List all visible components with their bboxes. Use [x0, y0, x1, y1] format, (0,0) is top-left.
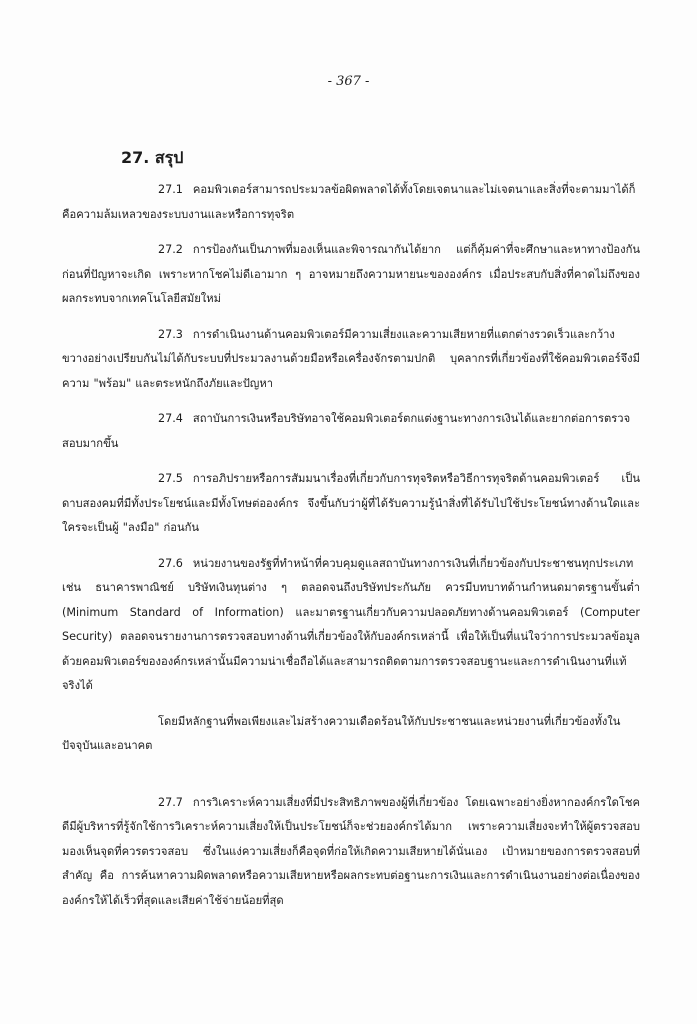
paragraph-text: โดยมีหลักฐานที่พอเพียงและไม่สร้างความเดือดร้อนให้กับประชาชนและหน่วยงานที่เกี่ยวข้องทั้งในปัจจุบันและอนาคต: [62, 714, 621, 752]
paragraph-27-6: [62, 552, 640, 699]
paragraph-text: หน่วยงานของรัฐที่ทำหน้าที่ควบคุมดูแลสถาบันทางการเงินที่เกี่ยวข้องกับประชาชนทุกประเภท เช่น ธนาคารพาณิชย์ บริษัทเงินทุนต่าง ๆ ตลอดจนถึงบริษัทประกันภัย ควรมีบทบาทด้านกำหนดมาตรฐานขั้นต่ำ (Minimum Standard of Information) และมาตรฐานเกี่ยวกับความปลอดภัยทางด้านคอมพิวเตอร์ (Computer Security) ตลอดจนรายงานการตรวจสอบทางด้านที่เกี่ยวข้องให้กับองค์กรเหล่านี้ เพื่อให้เป็นที่แน่ใจว่าการประมวลข้อมูลด้วยคอมพิวเตอร์ขององค์กรเหล่านั้นมีความน่าเชื่อถือได้และสามารถติดตามการตรวจสอบฐานะและการดำเนินงานที่แท้จริงได้: [62, 556, 640, 692]
paragraph-number: 27.6: [158, 556, 183, 570]
paragraph-27-7: [62, 791, 640, 914]
paragraph-number: 27.5: [158, 472, 183, 485]
paragraph-27-2: [62, 238, 640, 312]
paragraph-text: การป้องกันเป็นภาพที่มองเห็นและพิจารณากันได้ยาก แต่ก็คุ้มค่าที่จะศึกษาและหาทางป้องกันก่อนที่ปัญหาจะเกิด เพราะหากโชคไม่ดีเอามาก ๆ อาจหมายถึงความหายนะขององค์กร เมื่อประสบกับสิ่งที่คาดไม่ถึงของผลกระทบจากเทคโนโลยีสมัยใหม่: [62, 243, 640, 305]
paragraph-number: 27.4: [158, 412, 183, 425]
paragraph-27-4: [62, 407, 640, 456]
section-title: 27. สรุป: [121, 148, 184, 167]
paragraph-text: สถาบันการเงินหรือบริษัทอาจใช้คอมพิวเตอร์ตกแต่งฐานะทางการเงินได้และยากต่อการตรวจสอบมากขึ้น: [62, 412, 631, 450]
paragraph-number: 27.7: [158, 795, 183, 809]
paragraph-27-6-continued: [62, 710, 640, 759]
paragraph-text: การดำเนินงานด้านคอมพิวเตอร์มีความเสี่ยงและความเสียหายที่แตกต่างรวดเร็วและกว้างขวางอย่างเปรียบกันไม่ได้กับระบบที่ประมวลงานด้วยมือหรือเครื่องจักรตามปกติ บุคลากรที่เกี่ยวข้องที่ใช้คอมพิวเตอร์จึงมีความ "พร้อม" และตระหนักถึงภัยและปัญหา: [62, 327, 640, 390]
paragraph-27-3: [62, 323, 640, 397]
paragraph-number: 27.3: [158, 327, 183, 341]
body-text: [62, 178, 640, 913]
paragraph-27-5: [62, 467, 640, 541]
paragraph-text: การอภิปรายหรือการสัมมนาเรื่องที่เกี่ยวกับการทุจริตหรือวิธีการทุจริตด้านคอมพิวเตอร์ เป็นดาบสองคมที่มีทั้งประโยชน์และมีทั้งโทษต่อองค์กร จึงขึ้นกับว่าผู้ที่ได้รับความรู้นำสิ่งที่ได้รับไปใช้ประโยชน์ทางด้านใดและใครจะเป็นผู้ "ลงมือ" ก่อนกัน: [62, 472, 640, 534]
paragraph-text: การวิเคราะห์ความเสี่ยงที่มีประสิทธิภาพของผู้ที่เกี่ยวข้อง โดยเฉพาะอย่างยิ่งหากองค์กรใดโชคดีมีผู้บริหารที่รู้จักใช้การวิเคราะห์ความเสี่ยงให้เป็นประโยชน์ก็จะช่วยองค์กรได้มาก เพราะความเสี่ยงจะทำให้ผู้ตรวจสอบมองเห็นจุดที่ควรตรวจสอบ ซึ่งในแง่ความเสี่ยงก็คือจุดที่ก่อให้เกิดความเสียหายได้นั่นเอง เป้าหมายของการตรวจสอบที่สำคัญ คือ การค้นหาความผิดพลาดหรือความเสียหายหรือผลกระทบต่อฐานะการเงินและการดำเนินงานอย่างต่อเนื่องขององค์กรให้ได้เร็วที่สุดและเสียค่าใช้จ่ายน้อยที่สุด: [62, 795, 640, 907]
paragraph-text: คอมพิวเตอร์สามารถประมวลข้อผิดพลาดได้ทั้งโดยเจตนาและไม่เจตนาและสิ่งที่จะตามมาได้ก็คือความล้มเหลวของระบบงานและหรือการทุจริต: [62, 183, 636, 221]
paragraph-27-1: [62, 178, 640, 227]
paragraph-number: 27.1: [158, 183, 183, 196]
page-number: - 367 -: [327, 74, 370, 89]
paragraph-number: 27.2: [158, 243, 183, 256]
